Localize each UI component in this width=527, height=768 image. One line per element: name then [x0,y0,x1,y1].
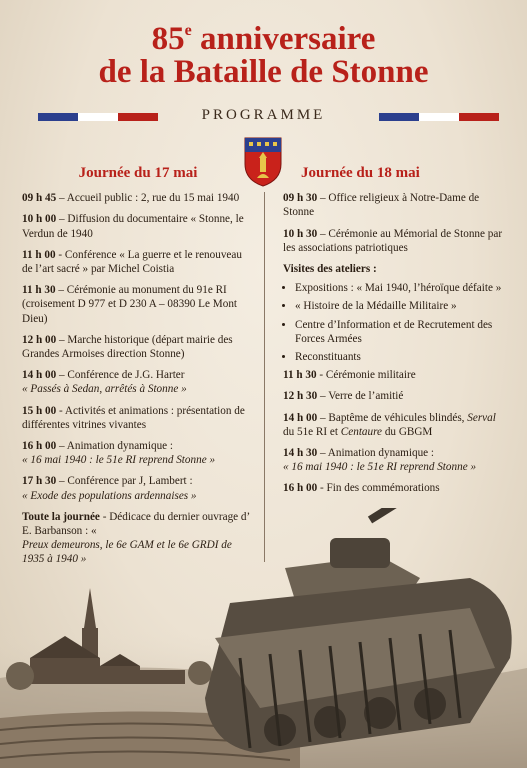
event-text: – Verre de l’amitié [317,390,404,403]
event-time: 14 h 00 [22,369,57,382]
schedule-item [22,439,254,467]
schedule-item [283,191,508,219]
programme-label: PROGRAMME [201,107,326,123]
event-time: 14 h 00 [283,411,318,424]
schedule-item [283,411,508,439]
tank-and-village-illustration [0,508,527,768]
event-text: – Office religieux à Notre-Dame de Stonne [283,192,480,219]
event-text: – Cérémonie au Mémorial de Stonne par les associations patriotiques [283,227,503,254]
ateliers-label: Visites des ateliers : [283,263,377,276]
event-text: – Baptême de véhicules blindés, [317,411,468,424]
title-stonne: Stonne [331,54,429,90]
event-text: - Conférence « La guerre et le renouveau de l’art sacré » par Michel Coistia [22,248,242,276]
schedule-item [283,481,508,495]
ateliers-list [283,281,508,364]
schedule-item [283,446,508,474]
tank-icon [205,508,512,753]
event-time: 16 h 00 [22,440,57,453]
title-anniversaire: anniversaire [191,21,376,57]
event-text: - Fin des commémorations [317,482,440,495]
day-18-title: Journée du 18 mai [301,165,420,181]
title-ordinal: 85 [151,21,185,57]
event-text: – Cérémonie au monument du 91e RI (croisement D 977 et D 230 A – 08390 Le Mont Dieu) [22,284,238,325]
event-time: 10 h 30 [283,227,318,240]
event-time: 11 h 30 [283,369,317,382]
title-line-2 [0,52,527,92]
event-time: 11 h 00 [22,248,56,261]
schedule-item [22,191,254,205]
event-italic: « Exode des populations ardennaises » [22,489,197,502]
event-time: 09 h 45 [22,192,57,205]
event-italic: « 16 mai 1940 : le 51e RI reprend Stonne » [283,461,477,474]
event-italic: Serval [467,411,496,424]
day-17-title: Journée du 17 mai [78,165,198,181]
event-time: 14 h 30 [283,447,318,460]
event-time: 11 h 30 [22,284,56,297]
event-text: – Conférence par J, Lambert : [56,475,193,488]
event-text-2: du 51e RI et [283,425,341,438]
event-italic: « 16 mai 1940 : le 51e RI reprend Stonne » [22,454,216,467]
event-text-3: du GBGM [382,425,433,438]
event-time: 09 h 30 [283,192,318,205]
event-text: - Cérémonie militaire [316,369,416,382]
event-time: 15 h 00 [22,404,57,417]
atelier-item: • Reconstituants [295,350,508,364]
event-time: 16 h 00 [283,482,318,495]
schedule-item [22,212,254,240]
event-time: 17 h 30 [22,475,57,488]
atelier-item: • « Histoire de la Médaille Militaire » [295,299,508,313]
schedule-item [283,368,508,382]
event-time: 12 h 30 [283,390,318,403]
schedule-item [22,283,254,326]
title-de: de [281,54,332,90]
allday-text: - Dédicace du dernier ouvrage d’ E. Barbanson : « [22,510,250,538]
title-ordinal-sup: e [184,22,192,39]
event-text: – Conférence de J.G. Harter [56,369,185,382]
schedule-item [283,227,508,255]
day-18-column [283,166,508,503]
event-text: – Accueil public : 2, rue du 15 mai 1940 [56,192,240,205]
allday-label: Toute la journée [22,510,100,523]
title-bataille: Bataille [173,54,282,90]
atelier-item: • Centre d’Information et de Recrutement des Forces Armées [295,318,508,346]
column-divider [264,192,265,562]
event-text: – Diffusion du documentaire « Stonne, le Verdun de 1940 [22,213,244,240]
schedule-item [22,333,254,361]
atelier-item: • Expositions : « Mai 1940, l’héroïque défaite » [295,281,508,295]
schedule-item [22,248,254,276]
title-de-la: de la [98,54,174,90]
allday-book-title: Preux demeurons, le 6e GAM et le 6e GRDI de 1935 à 1940 » [22,539,232,566]
tricolor-band-right [379,113,499,121]
event-text: – Marche historique (départ mairie des Grandes Armoises direction Stonne) [22,333,233,361]
event-time: 12 h 00 [22,333,57,346]
event-text: – Animation dynamique : [317,447,435,460]
event-italic-2: Centaure [340,425,383,438]
event-text: – Animation dynamique : [56,440,174,453]
schedule-item [22,474,254,502]
schedule-item [283,389,508,403]
event-italic: « Passés à Sedan, arrêtés à Stonne » [22,383,187,396]
event-time: 10 h 00 [22,213,57,226]
event-text: - Activités et animations : présentation de différentes vitrines vivantes [22,404,245,431]
schedule-item [22,404,254,432]
schedule-item [22,368,254,396]
